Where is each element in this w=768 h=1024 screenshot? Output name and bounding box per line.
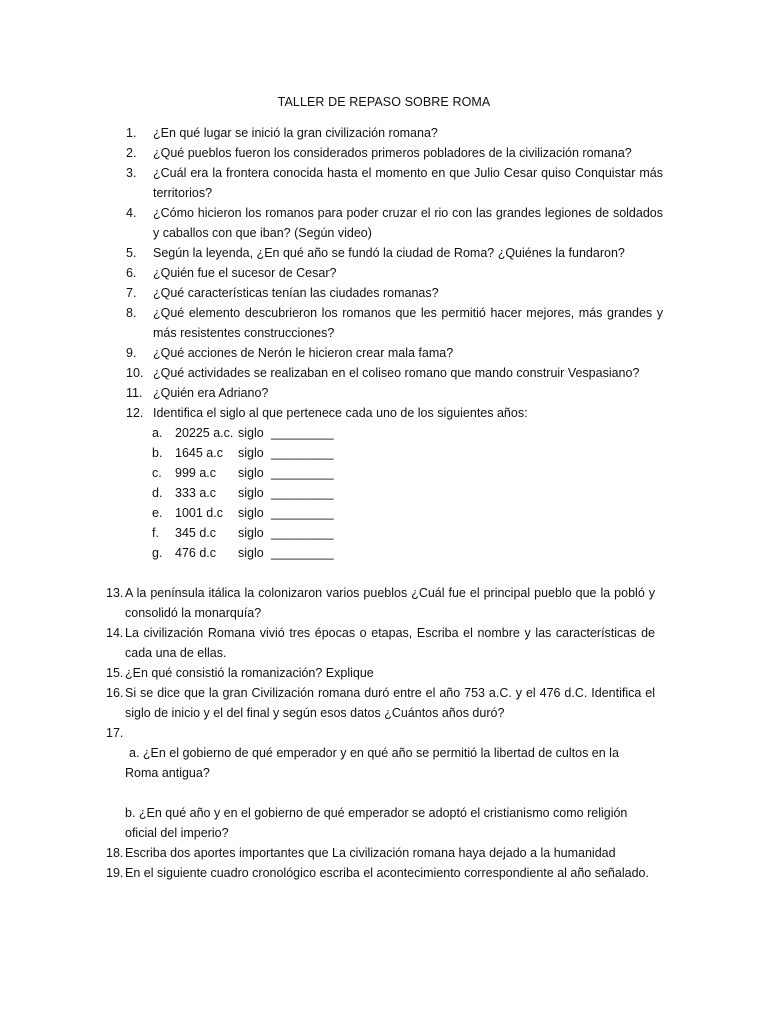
year-letter: g. bbox=[152, 546, 163, 560]
year-item bbox=[0, 543, 768, 563]
question-item bbox=[0, 343, 663, 363]
question-item bbox=[0, 663, 655, 683]
question-number: 2. bbox=[126, 146, 137, 160]
question-item bbox=[0, 163, 663, 203]
year-value: 333 a.c bbox=[175, 486, 217, 500]
answer-blank: _________ bbox=[271, 526, 334, 540]
question-number: 19. bbox=[106, 866, 124, 880]
question-number: 6. bbox=[126, 266, 137, 280]
question-list-part1 bbox=[0, 123, 768, 563]
question-text: En el siguiente cuadro cronológico escriba el acontecimiento correspondiente al año señalado. bbox=[125, 866, 649, 880]
question-item bbox=[0, 363, 663, 383]
year-value: 999 a.c bbox=[175, 466, 217, 480]
question-text: ¿Quién fue el sucesor de Cesar? bbox=[153, 266, 337, 280]
question-number: 10. bbox=[126, 366, 144, 380]
question-text: ¿Quién era Adriano? bbox=[153, 386, 269, 400]
year-item bbox=[0, 483, 768, 503]
question-item bbox=[0, 203, 663, 243]
year-letter: c. bbox=[152, 466, 162, 480]
subquestion-17a: a. ¿En el gobierno de qué emperador y en qué año se permitió la libertad de cultos en la Roma antigua? bbox=[125, 746, 619, 780]
question-text: ¿En qué consistió la romanización? Explique bbox=[125, 666, 374, 680]
question-text: ¿Qué características tenían las ciudades romanas? bbox=[153, 286, 439, 300]
question-item bbox=[0, 623, 655, 663]
question-number: 7. bbox=[126, 286, 137, 300]
question-item bbox=[0, 843, 655, 863]
question-item bbox=[0, 583, 655, 623]
year-value: 1645 a.c bbox=[175, 446, 223, 460]
question-item bbox=[0, 723, 655, 743]
year-item bbox=[0, 443, 768, 463]
question-text: ¿Qué actividades se realizaban en el coliseo romano que mando construir Vespasiano? bbox=[153, 366, 640, 380]
year-value: 1001 d.c bbox=[175, 506, 223, 520]
question-item bbox=[0, 403, 663, 423]
question-number: 12. bbox=[126, 406, 144, 420]
question-text: A la península itálica la colonizaron varios pueblos ¿Cuál fue el principal pueblo que la pobló y consolidó la monarquía? bbox=[125, 586, 655, 620]
question-number: 13. bbox=[106, 586, 124, 600]
page-title: TALLER DE REPASO SOBRE ROMA bbox=[277, 95, 491, 109]
question-item bbox=[0, 303, 663, 343]
question-text: ¿Qué elemento descubrieron los romanos que les permitió hacer mejores, más grandes y más resistentes construcciones? bbox=[153, 306, 663, 340]
question-number: 17. bbox=[106, 726, 124, 740]
question-number: 9. bbox=[126, 346, 137, 360]
question-text: Escriba dos aportes importantes que La civilización romana haya dejado a la humanidad bbox=[125, 846, 616, 860]
question-number: 11. bbox=[126, 386, 143, 400]
answer-blank: _________ bbox=[271, 446, 334, 460]
question-text: ¿Cómo hicieron los romanos para poder cruzar el rio con las grandes legiones de soldados y caballos con que iban? (Según video) bbox=[153, 206, 663, 240]
question-number: 1. bbox=[126, 126, 137, 140]
year-letter: d. bbox=[152, 486, 163, 500]
question-text: ¿Qué acciones de Nerón le hicieron crear mala fama? bbox=[153, 346, 454, 360]
answer-blank: _________ bbox=[271, 426, 334, 440]
question-text: Si se dice que la gran Civilización romana duró entre el año 753 a.C. y el 476 d.C. Identifica el siglo de inicio y el del final y según esos datos ¿Cuántos años duró? bbox=[125, 686, 655, 720]
question-number: 3. bbox=[126, 166, 137, 180]
question-number: 14. bbox=[106, 626, 124, 640]
year-value: 476 d.c bbox=[175, 546, 217, 560]
year-item bbox=[0, 503, 768, 523]
question-item bbox=[0, 383, 663, 403]
question-item bbox=[0, 243, 663, 263]
question-number: 4. bbox=[126, 206, 137, 220]
question-text: Identifica el siglo al que pertenece cada uno de los siguientes años: bbox=[153, 406, 528, 420]
siglo-label: siglo bbox=[238, 506, 264, 520]
year-item bbox=[0, 423, 768, 443]
year-value: 20225 a.c. bbox=[175, 426, 234, 440]
question-text: ¿En qué lugar se inició la gran civilización romana? bbox=[153, 126, 438, 140]
question-item bbox=[0, 143, 663, 163]
question-text: La civilización Romana vivió tres épocas o etapas, Escriba el nombre y las características de cada una de ellas. bbox=[125, 626, 655, 660]
question-number: 8. bbox=[126, 306, 137, 320]
question-text: ¿Cuál era la frontera conocida hasta el momento en que Julio Cesar quiso Conquistar más territorios? bbox=[153, 166, 663, 200]
question-number: 5. bbox=[126, 246, 137, 260]
year-value: 345 d.c bbox=[175, 526, 217, 540]
year-letter: b. bbox=[152, 446, 163, 460]
question-item bbox=[0, 123, 663, 143]
question-list-part2 bbox=[0, 583, 768, 883]
year-letter: f. bbox=[152, 526, 159, 540]
answer-blank: _________ bbox=[271, 486, 334, 500]
answer-blank: _________ bbox=[271, 546, 334, 560]
year-letter: a. bbox=[152, 426, 163, 440]
question-text: ¿Qué pueblos fueron los considerados primeros pobladores de la civilización romana? bbox=[153, 146, 632, 160]
subquestion-17b: b. ¿En qué año y en el gobierno de qué emperador se adoptó el cristianismo como religión oficial del imperio? bbox=[125, 806, 628, 840]
question-item bbox=[0, 863, 655, 883]
question-number: 18. bbox=[106, 846, 124, 860]
question-number: 15. bbox=[106, 666, 124, 680]
siglo-label: siglo bbox=[238, 466, 264, 480]
question-item bbox=[0, 683, 655, 723]
question-number: 16. bbox=[106, 686, 124, 700]
answer-blank: _________ bbox=[271, 466, 334, 480]
question-item bbox=[0, 263, 663, 283]
year-item bbox=[0, 523, 768, 543]
siglo-label: siglo bbox=[238, 426, 264, 440]
siglo-label: siglo bbox=[238, 486, 264, 500]
answer-blank: _________ bbox=[271, 506, 334, 520]
year-item bbox=[0, 463, 768, 483]
siglo-label: siglo bbox=[238, 446, 264, 460]
question-text: Según la leyenda, ¿En qué año se fundó la ciudad de Roma? ¿Quiénes la fundaron? bbox=[153, 246, 625, 260]
year-letter: e. bbox=[152, 506, 163, 520]
siglo-label: siglo bbox=[238, 546, 264, 560]
question-item bbox=[0, 283, 663, 303]
siglo-label: siglo bbox=[238, 526, 264, 540]
